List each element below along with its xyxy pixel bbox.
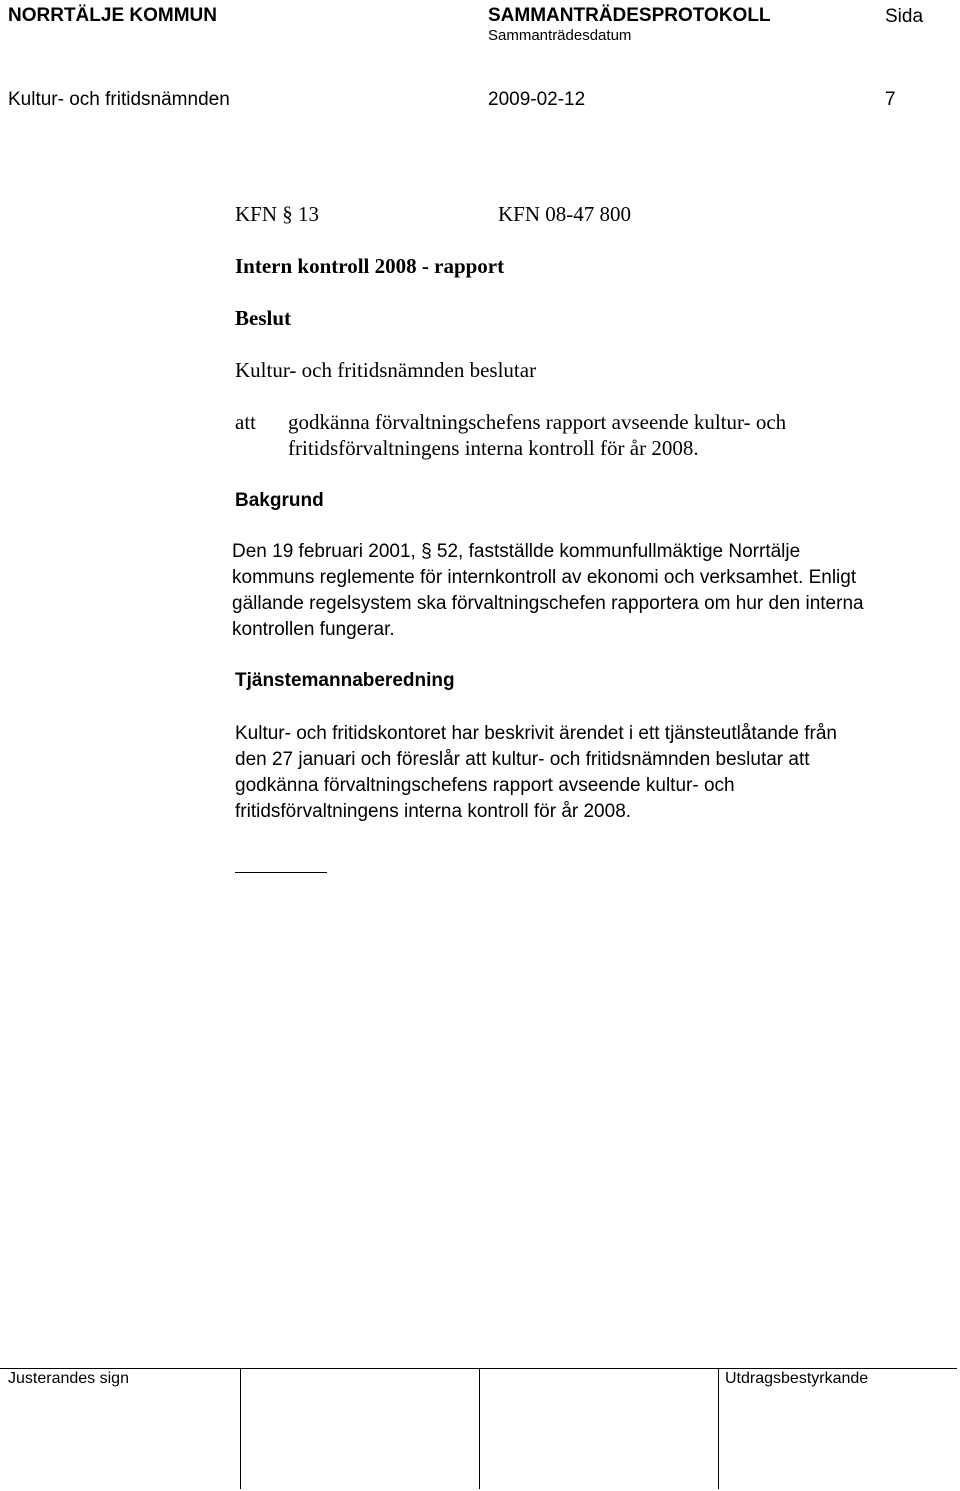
preparation-heading: Tjänstemannaberedning	[235, 670, 455, 691]
background-line: Den 19 februari 2001, § 52, fastställde kommunfullmäktige Norrtälje	[232, 541, 801, 562]
justifier-signature-label: Justerandes sign	[8, 1370, 129, 1387]
preparation-line: Kultur- och fritidskontoret har beskrivit ärendet i ett tjänsteutlåtande från	[235, 723, 837, 744]
decision-text	[288, 409, 786, 461]
date-label: Sammanträdesdatum	[488, 27, 632, 44]
decision-line: fritidsförvaltningens interna kontroll för år 2008.	[288, 436, 699, 460]
preparation-line: den 27 januari och föreslår att kultur- och fritidsnämnden beslutar att	[235, 749, 810, 770]
decision-intro: Kultur- och fritidsnämnden beslutar	[235, 358, 537, 382]
meeting-date: 2009-02-12	[488, 89, 586, 110]
organization-name: NORRTÄLJE KOMMUN	[8, 5, 217, 26]
certification-label: Utdragsbestyrkande	[725, 1370, 869, 1387]
paragraph-reference: KFN § 13	[235, 202, 320, 226]
preparation-text	[235, 721, 837, 825]
decision-heading: Beslut	[235, 306, 292, 330]
background-heading: Bakgrund	[235, 490, 324, 511]
page-number: 7	[885, 89, 896, 110]
committee-name: Kultur- och fritidsnämnden	[8, 89, 230, 110]
footer-column-divider	[479, 1368, 480, 1489]
preparation-line: fritidsförvaltningens interna kontroll för år 2008.	[235, 801, 632, 822]
diary-number: KFN 08-47 800	[498, 202, 632, 226]
att-label: att	[235, 410, 256, 434]
background-text	[232, 539, 864, 643]
background-line: kommuns reglemente för internkontroll av ekonomi och verksamhet. Enligt	[232, 567, 857, 588]
end-rule	[235, 872, 327, 873]
background-line: gällande regelsystem ska förvaltningschefen rapportera om hur den interna	[232, 593, 864, 614]
page-label: Sida	[885, 6, 924, 27]
footer-column-divider	[240, 1368, 241, 1489]
background-line: kontrollen fungerar.	[232, 619, 395, 640]
decision-line: godkänna förvaltningschefens rapport avseende kultur- och	[288, 410, 787, 434]
document-type: SAMMANTRÄDESPROTOKOLL	[488, 5, 771, 26]
preparation-line: godkänna förvaltningschefens rapport avseende kultur- och	[235, 775, 735, 796]
footer-column-divider	[718, 1368, 719, 1489]
case-title: Intern kontroll 2008 - rapport	[235, 254, 505, 278]
